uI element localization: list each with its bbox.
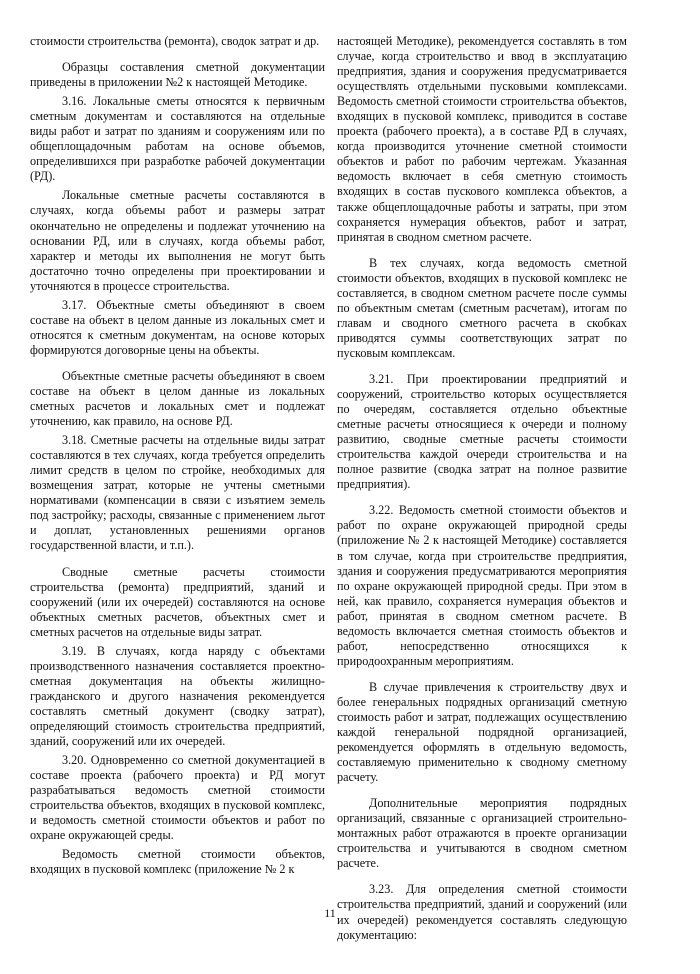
page-number: 11 <box>324 906 336 920</box>
paragraph: 3.23. Для определения сметной стоимости строительства предприятий, зданий и сооружений (или их очередей) рекомендуется составлять следующую документацию: <box>337 882 627 942</box>
paragraph: стоимости строительства (ремонта), сводок затрат и др. <box>30 34 320 48</box>
paragraph: Объектные сметные расчеты объединяют в своем составе на объект в целом данные из локальных сметных расчетов и локальных смет и подлежат уточнению, как правило, на основе РД. <box>30 368 325 429</box>
paragraph: Сводные сметные расчеты стоимости строительства (ремонта) предприятий, зданий и сооружений (или их очередей) составляются на основе объектных сметных расчетов, объектных смет и сметных расчетов на отдельные виды затрат. <box>30 564 325 639</box>
paragraph: Ведомость сметной стоимости объектов, входящих в пусковой комплекс (приложение № 2 к <box>30 847 325 877</box>
paragraph: Локальные сметные расчеты составляются в случаях, когда объемы работ и размеры затрат окончательно не определены и подлежат уточнению на основании РД, или в случаях, когда объемы работ, характер и методы их выполнения не могут быть достаточно точно определены при проектировании и уточняются в процессе строительства. <box>30 188 325 293</box>
paragraph: 3.17. Объектные сметы объединяют в своем составе на объект в целом данные из локальных смет и относятся к сметным документам, на основе которых формируются договорные цены на объекты. <box>30 297 325 357</box>
paragraph: настоящей Методике), рекомендуется составлять в том случае, когда строительство и ввод в эксплуатацию предприятия, здания и сооружения предусматривается осуществлять отдельными пусковыми комплексами. Ведомость сметной стоимости строительства объектов, входящих в пусковой комплекс, приводится в составе проекта (рабочего проекта), а в составе РД в случаях, когда производится уточнение сметной стоимости объектов и работ по рабочим чертежам. Указанная ведомость включает в себя сметную стоимость входящих в состав пускового комплекса объектов, а также общеплощадочные работы и затраты, при этом сохраняется нумерация объектов, работ и затрат, принятая в сводном сметном расчете. <box>337 34 627 244</box>
paragraph: Образцы составления сметной документации приведены в приложении №2 к настоящей Методике. <box>30 60 325 90</box>
right-column <box>337 34 627 943</box>
paragraph: 3.18. Сметные расчеты на отдельные виды затрат составляются в тех случаях, когда требуется определить лимит средств в целом по стройке, необходимых для возмещения затрат, которые не учтены сметными нормативами (компенсации в связи с изъятием земель под застройку; расходы, связанные с применением льгот и доплат, установленных решениями органов государственной власти, и т.п.). <box>30 433 325 553</box>
left-column <box>30 34 325 877</box>
paragraph: Дополнительные мероприятия подрядных организаций, связанные с организацией строительно-монтажных работ отражаются в проекте организации строительства и учитываются в сводном сметном расчете. <box>337 796 627 871</box>
paragraph: 3.19. В случаях, когда наряду с объектами производственного назначения составляется проектно-сметная документация на объекты жилищно-гражданского и другого назначения рекомендуется составлять сметный документ (сводку затрат), определяющий стоимость строительства предприятий, зданий, сооружений или их очередей. <box>30 643 325 749</box>
paragraph: В случае привлечения к строительству двух и более генеральных подрядных организаций сметную стоимость работ и затрат, подлежащих осуществлению каждой генеральной подрядной организацией, рекомендуется оформлять в отдельную ведомость, составляемую применительно к сводному сметному расчету. <box>337 679 627 785</box>
paragraph: 3.20. Одновременно со сметной документацией в составе проекта (рабочего проекта) и РД могут разрабатываться ведомость сметной стоимости строительства объектов, входящих в пусковой комплекс, и ведомость сметной стоимости объектов и работ по охране окружающей среды. <box>30 753 325 843</box>
paragraph: 3.22. Ведомость сметной стоимости объектов и работ по охране окружающей природной среды (приложение № 2 к настоящей Методике) составляется в том случае, когда при строительстве предприятия, здания и сооружения предусматриваются мероприятия по охране окружающей природной среды. При этом в ней, как правило, сохраняется нумерация объектов и работ, принятая в сводном сметном расчете. В ведомость включается сметная стоимость объектов и работ, непосредственно относящихся к природоохранным мероприятиям. <box>337 503 627 668</box>
paragraph: 3.16. Локальные сметы относятся к первичным сметным документам и составляются на отдельные виды работ и затрат по зданиям и сооружениям или по общеплощадочным работам на основе объемов, определившихся при разработке рабочей документации (РД). <box>30 94 325 184</box>
paragraph: 3.21. При проектировании предприятий и сооружений, строительство которых осуществляется по очередям, составляется отдельно объектные сметные расчеты относящиеся к очереди и полному развитию, сводные сметные расчеты стоимости строительства каждой очереди строительства и на полное развитие (сводка затрат на полное развитие предприятия). <box>337 371 627 492</box>
paragraph: В тех случаях, когда ведомость сметной стоимости объектов, входящих в пусковой комплекс не составляется, в сводном сметном расчете после суммы по объектным сметам (сметным расчетам), итогам по главам и сводного сметного расчета в скобках приводятся суммы соответствующих затрат по пусковым комплексам. <box>337 255 627 360</box>
